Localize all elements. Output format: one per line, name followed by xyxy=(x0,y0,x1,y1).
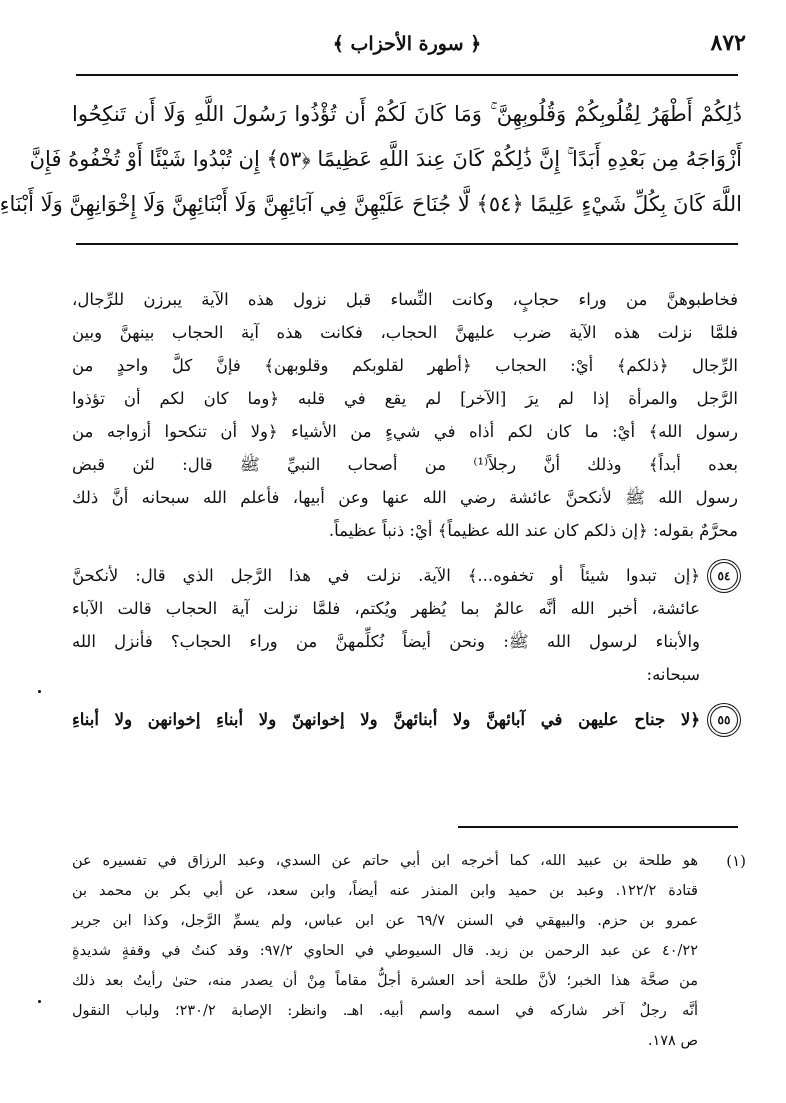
commentary-paragraph-54 xyxy=(72,559,738,691)
footnote-line: ص ١٧٨. xyxy=(647,1033,698,1049)
commentary-body xyxy=(72,283,738,748)
footnote-number: (١) xyxy=(726,852,746,870)
footnote-line: ٤٠/٢٢ عن عبد الرحمن بن زيد. قال السيوطي في الحاوي ٩٧/٢: وقد كنتُ في وقفةٍ شديدةٍ xyxy=(72,943,698,959)
footnote xyxy=(72,846,746,1056)
ayah-number-badge: ٥٥ xyxy=(710,706,738,734)
footnote-divider xyxy=(458,826,738,828)
commentary-line: ﴿إن تبدوا شيئاً أو تخفوه...﴾ الآية. نزلت في هذا الرَّجل الذي قال: لأنكحنَّ xyxy=(72,566,700,585)
quran-text-block xyxy=(0,92,742,227)
commentary-line: محرَّمٌ بقوله: ﴿إن ذلكم كان عند الله عظيماً﴾ أيْ: ذنباً عظيماً. xyxy=(328,521,738,540)
footnote-line: من صحَّة هذا الخبر؛ لأنَّ طلحة أحد العشرة أجلُّ مقاماً مِنْ أن يصدر منه، حتىٰ رأيتُ بعد ذلك xyxy=(72,973,698,989)
commentary-line: عائشة، أخبر الله أنَّه عالمٌ بما يُظهر ويُكتم، فلمَّا نزلت آية الحجاب قالت الآباء xyxy=(72,599,700,618)
footnote-line: عمرو بن حزم. والبيهقي في السنن ٦٩/٧ عن ابن عباس، ولم يسمِّ الرَّجل، وكذا ابن جرير xyxy=(72,913,698,929)
commentary-paragraph-55 xyxy=(72,703,738,736)
footnote-line: هو طلحة بن عبيد الله، كما أخرجه ابن أبي حاتم عن السدي، وعبد الرزاق في تفسيره عن xyxy=(72,853,698,869)
ayah-number-badge: ٥٤ xyxy=(710,562,738,590)
commentary-line: رسول الله ﷺ لأنكحنَّ عائشة رضي الله عنها وعن أبيها، فأعلم الله سبحانه أنَّ ذلك xyxy=(72,488,738,507)
commentary-line: بعده أبداً﴾ وذلك أنَّ رجلاً⁽¹⁾ من أصحاب النبيِّ ﷺ قال: لئن قبض xyxy=(72,455,738,474)
header-divider xyxy=(76,74,738,76)
commentary-line: فلمَّا نزلت هذه الآية ضرب عليهنَّ الحجاب، فكانت هذه آية الحجاب بينهنَّ وبين xyxy=(72,323,738,342)
quran-line: اللَّهَ كَانَ بِكُلِّ شَيْءٍ عَلِيمًا ﴿٥٤﴾ لَّا جُنَاحَ عَلَيْهِنَّ فِي آبَائِهِنَّ وَلَا أَبْنَائِهِنَّ وَلَا إِخْوَانِهِنَّ وَلَا أَبْنَاءِ xyxy=(0,192,742,216)
footnote-line: أنَّه رجلٌ آخر شاركه في اسمه واسم أبيه. اهـ. وانظر: الإصابة ٢٣٠/٢؛ ولباب النقول xyxy=(72,1003,699,1019)
commentary-line: والأبناء لرسول الله ﷺ: ونحن أيضاً نُكلِّمهنَّ من وراء الحجاب؟ فأنزل الله xyxy=(72,632,700,651)
commentary-line: رسول الله﴾ أيْ: ما كان لكم أذاه في شيءٍ من الأشياء ﴿ولا أن تنكحوا أزواجه من xyxy=(72,422,738,441)
footnote-line: قتادة ١٢٢/٢. وعبد بن حميد وابن المنذر عنه أيضاً، وابن سعد، عن أبي بكر بن محمد بن xyxy=(72,883,698,899)
surah-title: ﴿ سورة الأحزاب ﴾ xyxy=(332,33,482,55)
commentary-line: فخاطبوهنَّ من وراء حجابٍ، وكانت النِّساء قبل نزول هذه الآية يبرزن للرِّجال، xyxy=(72,290,738,309)
page-header xyxy=(68,30,746,70)
commentary-line: سبحانه: xyxy=(646,665,700,684)
footnotes-block xyxy=(72,846,746,1056)
quran-line: ذَٰلِكُمْ أَطْهَرُ لِقُلُوبِكُمْ وَقُلُوبِهِنَّ ۚ وَمَا كَانَ لَكُمْ أَن تُؤْذُوا رَسُولَ اللَّهِ وَلَا أَن تَنكِحُوا xyxy=(72,102,742,126)
quran-divider xyxy=(76,243,738,245)
quran-line: أَزْوَاجَهُ مِن بَعْدِهِ أَبَدًا ۚ إِنَّ ذَٰلِكُمْ كَانَ عِندَ اللَّهِ عَظِيمًا ﴿٥٣﴾ إِن تُبْدُوا شَيْئًا أَوْ تُخْفُوهُ فَإِنَّ xyxy=(29,147,742,171)
scan-mark xyxy=(38,690,41,693)
commentary-line: الرِّجال ﴿ذلكم﴾ أيْ: الحجاب ﴿أطهر لقلوبكم وقلوبهن﴾ فإنَّ كلَّ واحدٍ من xyxy=(72,356,738,375)
scan-mark xyxy=(38,1000,41,1003)
commentary-line: ﴿لا جناح عليهن في آبائهنَّ ولا أبنائهنَّ ولا إخوانهنّ ولا أبناءِ إخوانهن ولا أبناءِ xyxy=(72,710,700,729)
commentary-paragraph xyxy=(72,283,738,547)
commentary-line: الرَّجل والمرأة إذا لم يرَ [الآخر] لم يقع في قلبه ﴿وما كان لكم أن تؤذوا xyxy=(72,389,738,408)
page-number: ٨٧٢ xyxy=(710,30,746,56)
